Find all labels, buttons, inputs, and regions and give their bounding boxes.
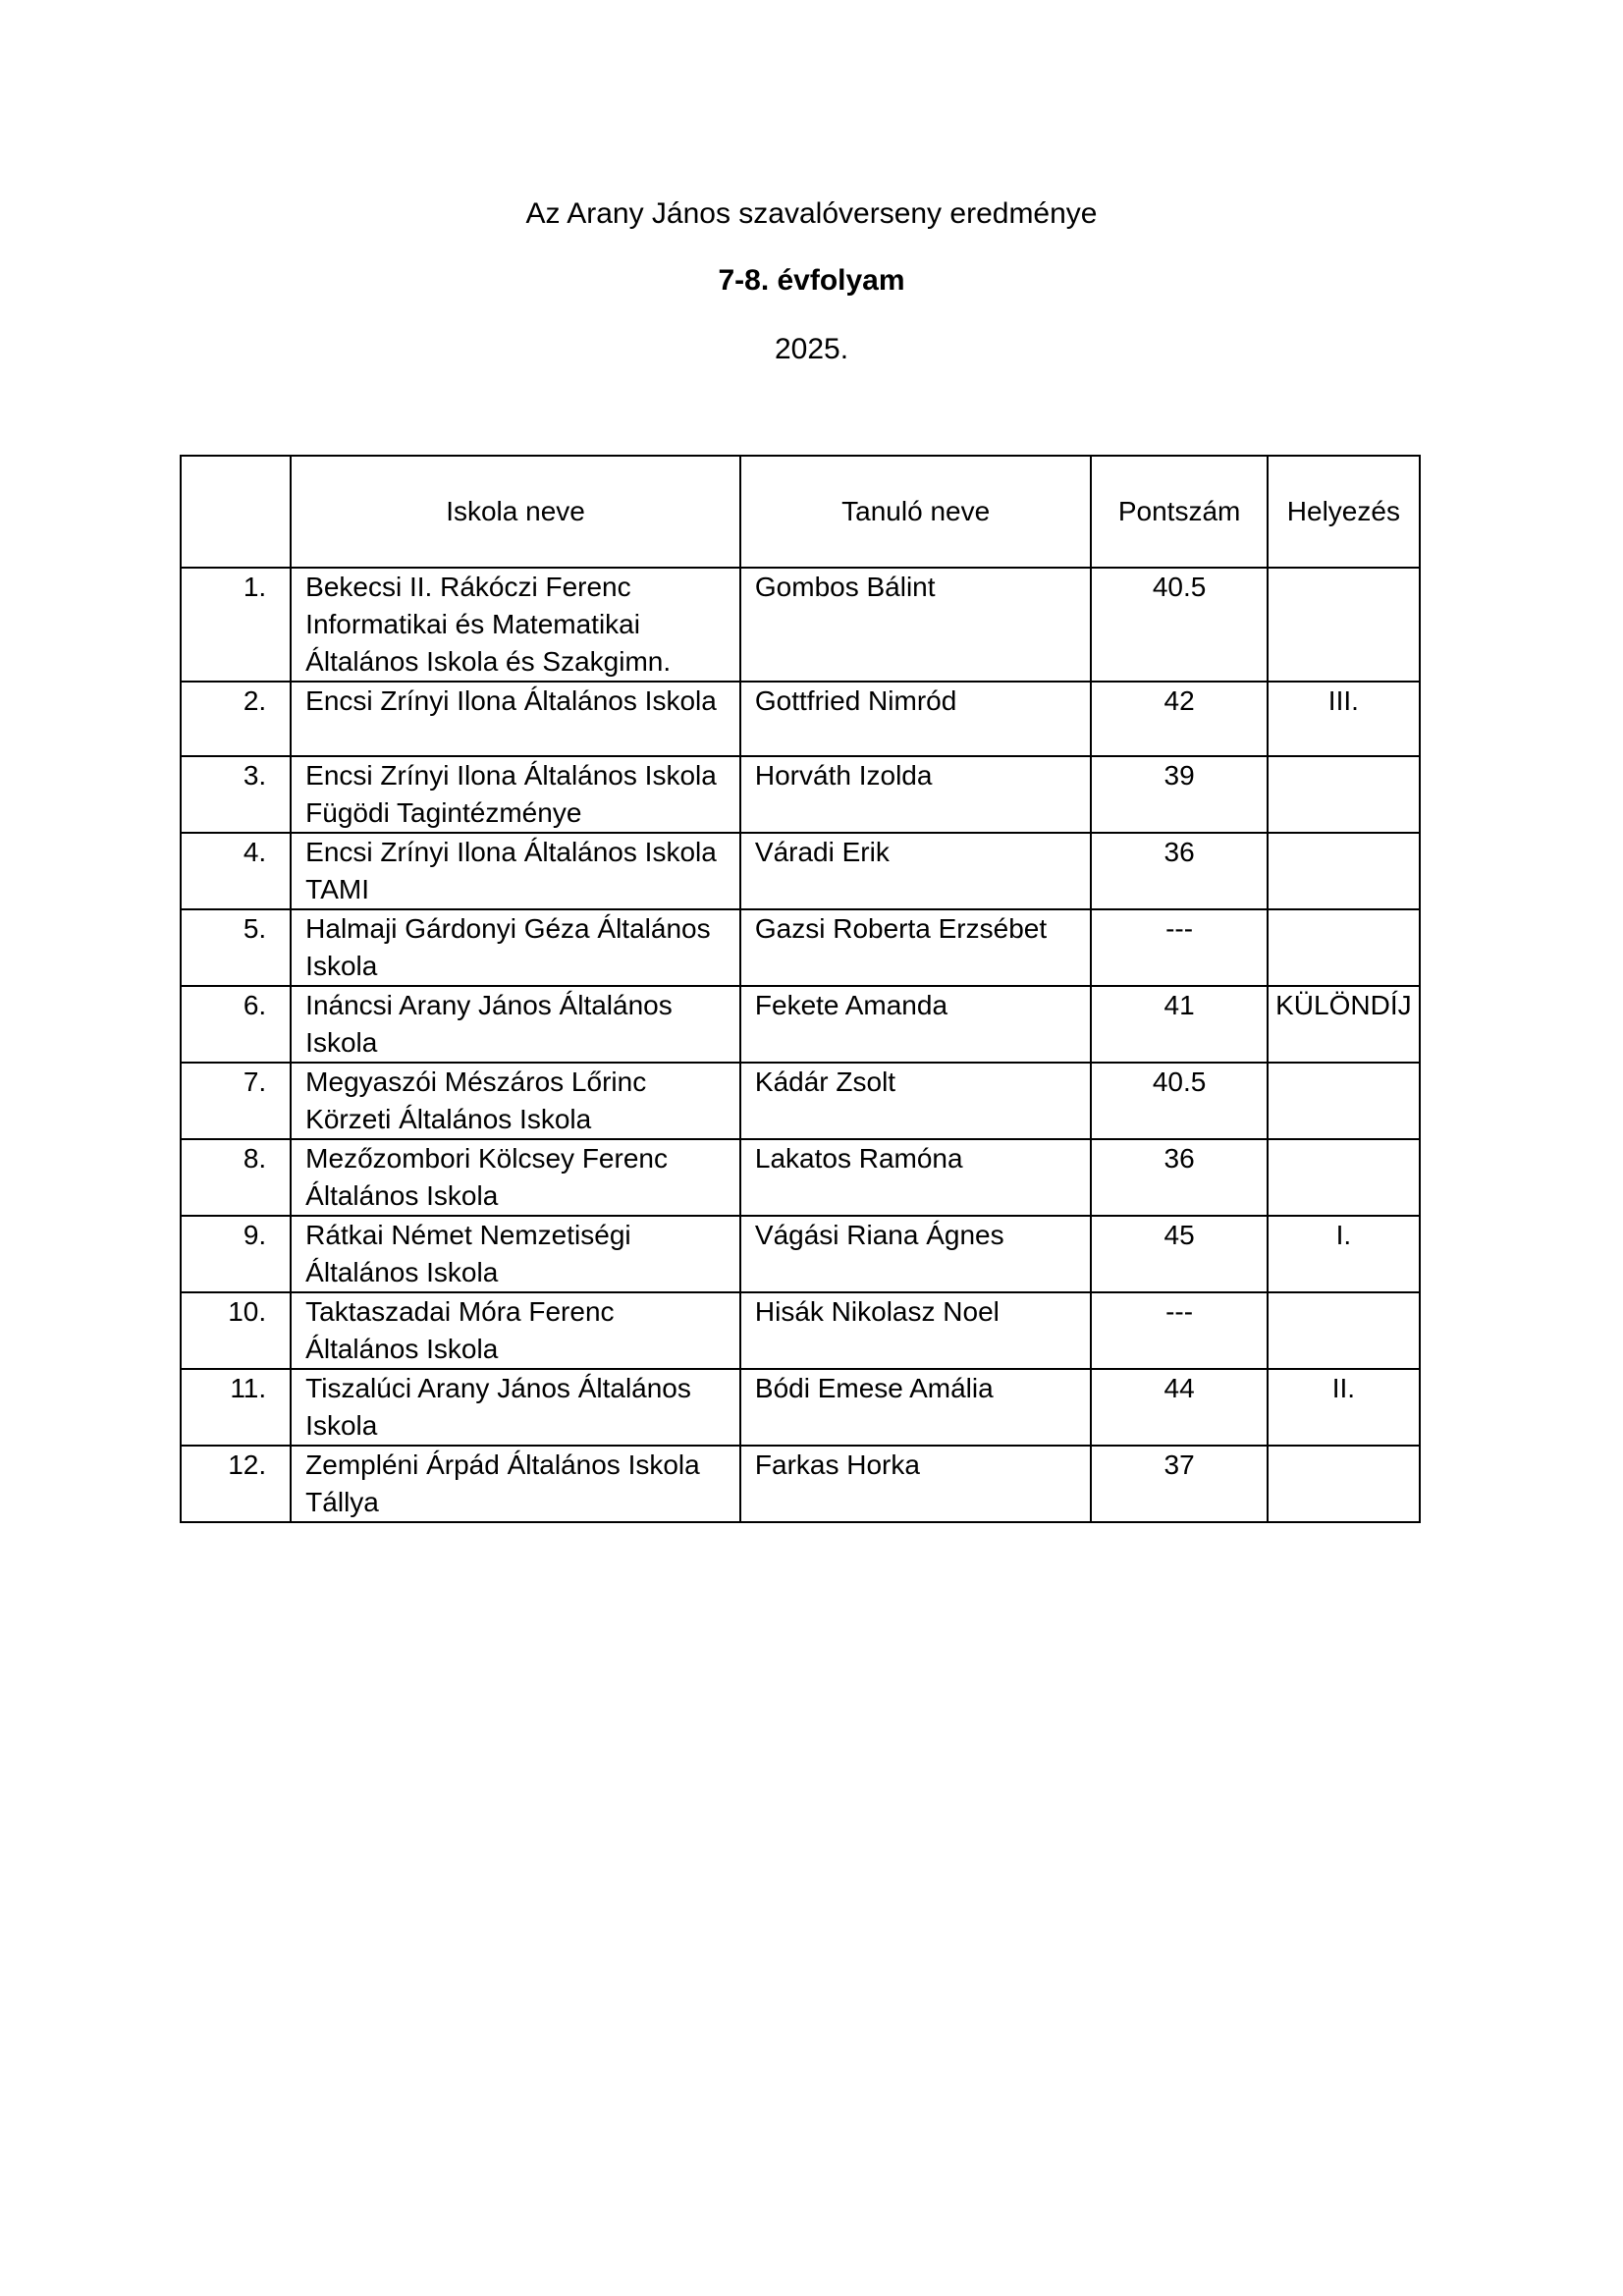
row-number: 7.: [181, 1063, 291, 1139]
student-name: Váradi Erik: [740, 833, 1092, 909]
table-row: [181, 756, 1420, 833]
table-row: [181, 568, 1420, 682]
row-number: 6.: [181, 986, 291, 1063]
table-row: [181, 682, 1420, 756]
row-number: 12.: [181, 1446, 291, 1522]
score: 36: [1091, 1139, 1267, 1216]
school-name: Encsi Zrínyi Ilona Általános Iskola TAMI: [291, 833, 740, 909]
table-row: [181, 1292, 1420, 1369]
student-name: Bódi Emese Amália: [740, 1369, 1092, 1446]
table-row: [181, 833, 1420, 909]
student-name: Gazsi Roberta Erzsébet: [740, 909, 1092, 986]
student-name: Lakatos Ramóna: [740, 1139, 1092, 1216]
row-number: 11.: [181, 1369, 291, 1446]
score: 44: [1091, 1369, 1267, 1446]
table-row: [181, 986, 1420, 1063]
row-number: 10.: [181, 1292, 291, 1369]
school-name: Megyaszói Mészáros Lőrinc Körzeti Általános Iskola: [291, 1063, 740, 1139]
placement: [1268, 1446, 1420, 1522]
score: 40.5: [1091, 568, 1267, 682]
column-header-score: Pontszám: [1091, 456, 1267, 568]
student-name: Gombos Bálint: [740, 568, 1092, 682]
column-header-number: [181, 456, 291, 568]
column-header-place: Helyezés: [1268, 456, 1420, 568]
placement: [1268, 568, 1420, 682]
score: ---: [1091, 1292, 1267, 1369]
school-name: Ináncsi Arany János Általános Iskola: [291, 986, 740, 1063]
row-number: 5.: [181, 909, 291, 986]
row-number: 1.: [181, 568, 291, 682]
row-number: 4.: [181, 833, 291, 909]
score: 45: [1091, 1216, 1267, 1292]
school-name: Halmaji Gárdonyi Géza Általános Iskola: [291, 909, 740, 986]
row-number: 9.: [181, 1216, 291, 1292]
placement: I.: [1268, 1216, 1420, 1292]
student-name: Farkas Horka: [740, 1446, 1092, 1522]
student-name: Gottfried Nimród: [740, 682, 1092, 756]
student-name: Vágási Riana Ágnes: [740, 1216, 1092, 1292]
placement: [1268, 1139, 1420, 1216]
document-title: Az Arany János szavalóverseny eredménye: [525, 197, 1098, 230]
school-name: Mezőzombori Kölcsey Ferenc Általános Iskola: [291, 1139, 740, 1216]
score: 39: [1091, 756, 1267, 833]
score: 37: [1091, 1446, 1267, 1522]
table-row: [181, 1139, 1420, 1216]
school-name: Zempléni Árpád Általános Iskola Tállya: [291, 1446, 740, 1522]
table-row: [181, 909, 1420, 986]
row-number: 3.: [181, 756, 291, 833]
table-row: [181, 1446, 1420, 1522]
results-table: [180, 455, 1421, 1523]
column-header-student: Tanuló neve: [740, 456, 1092, 568]
row-number: 2.: [181, 682, 291, 756]
document-subtitle: 7-8. évfolyam: [718, 264, 905, 297]
table-header-row: [181, 456, 1420, 568]
school-name: Rátkai Német Nemzetiségi Általános Iskola: [291, 1216, 740, 1292]
score: ---: [1091, 909, 1267, 986]
row-number: 8.: [181, 1139, 291, 1216]
table-row: [181, 1369, 1420, 1446]
score: 42: [1091, 682, 1267, 756]
table-row: [181, 1063, 1420, 1139]
placement: [1268, 1063, 1420, 1139]
placement: III.: [1268, 682, 1420, 756]
score: 36: [1091, 833, 1267, 909]
placement: [1268, 756, 1420, 833]
placement: [1268, 909, 1420, 986]
student-name: Horváth Izolda: [740, 756, 1092, 833]
column-header-school: Iskola neve: [291, 456, 740, 568]
document-year: 2025.: [774, 333, 849, 365]
placement: KÜLÖNDÍJ: [1268, 986, 1420, 1063]
school-name: Taktaszadai Móra Ferenc Általános Iskola: [291, 1292, 740, 1369]
student-name: Kádár Zsolt: [740, 1063, 1092, 1139]
school-name: Encsi Zrínyi Ilona Általános Iskola: [291, 682, 740, 756]
school-name: Bekecsi II. Rákóczi Ferenc Informatikai és Matematikai Általános Iskola és Szakgimn.: [291, 568, 740, 682]
school-name: Encsi Zrínyi Ilona Általános Iskola Fügödi Tagintézménye: [291, 756, 740, 833]
school-name: Tiszalúci Arany János Általános Iskola: [291, 1369, 740, 1446]
student-name: Fekete Amanda: [740, 986, 1092, 1063]
placement: II.: [1268, 1369, 1420, 1446]
table-row: [181, 1216, 1420, 1292]
student-name: Hisák Nikolasz Noel: [740, 1292, 1092, 1369]
score: 40.5: [1091, 1063, 1267, 1139]
score: 41: [1091, 986, 1267, 1063]
placement: [1268, 1292, 1420, 1369]
placement: [1268, 833, 1420, 909]
